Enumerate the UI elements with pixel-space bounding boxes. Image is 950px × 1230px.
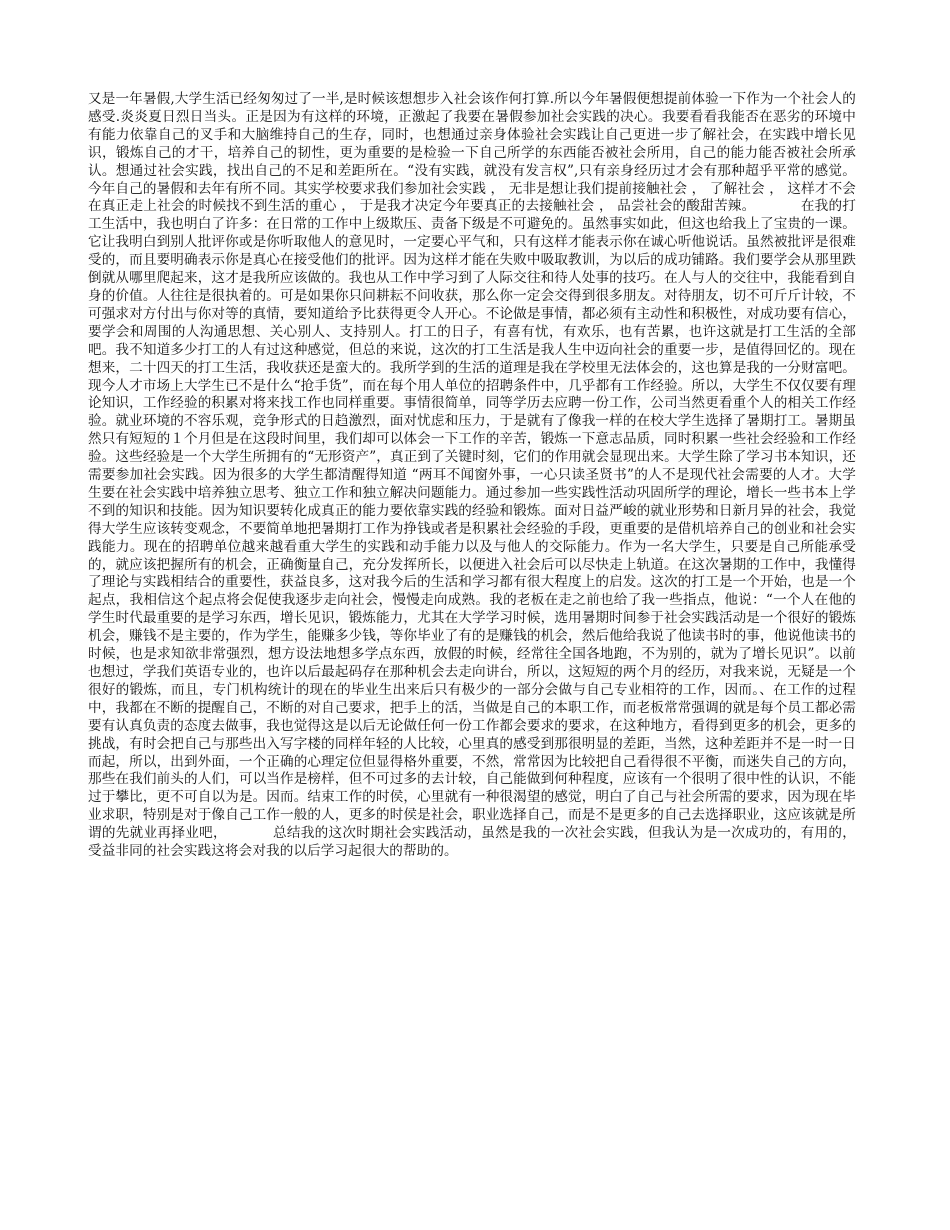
document-page: [88, 91, 856, 861]
essay-body-text: 又是一年暑假,大学生活已经匆匆过了一半,是时候该想想步入社会该作何打算.所以今年暑假便想提前体验一下作为一个社会人的感受.炎炎夏日烈日当头。正是因为有这样的环境，正激起了我要在暑假参加社会实践的决心。我要看看我能否在恶劣的环境中有能力依靠自己的叉手和大脑维持自己的生存，同时，也想通过亲身体验社会实践让自己更进一步了解社会，在实践中增长见识，锻炼自己的才干，培养自己的韧性，更为重要的是检验一下自己所学的东西能否被社会所用，自己的能力能否被社会所承认。想通过社会实践，找出自己的不足和差距所在。“没有实践，就没有发言权”,只有亲身经历过才会有那种超乎平常的感觉。今年自己的暑假和去年有所不同。其实学校要求我们参加社会实践 ， 无非是想让我们提前接触社会 ， 了解社会 ， 这样才不会在真正走上社会的时候找不到生活的重心 ， 于是我才决定今年要真正的去接触社会 ， 品尝社会的酸甜苦辣。 在我的打工生活中，我也明白了许多：在日常的工作中上级欺压、责备下级是不可避免的。虽然事实如此，但这也给我上了宝贵的一课。它让我明白到别人批评你或是你听取他人的意见时，一定要心平气和，只有这样才能表示你在诚心听他说话。虽然被批评是很难受的，而且要明确表示你是真心在接受他们的批评。因为这样才能在失败中吸取教训，为以后的成功铺路。我们要学会从那里跌倒就从哪里爬起来，这才是我所应该做的。我也从工作中学习到了人际交往和待人处事的技巧。在人与人的交往中，我能看到自身的价值。人往往是很执着的。可是如果你只问耕耘不问收获，那么你一定会交得到很多朋友。对待朋友，切不可斤斤计较，不可强求对方付出与你对等的真情，要知道给予比获得更令人开心。不论做是事情，都必须有主动性和积极性，对成功要有信心，要学会和周围的人沟通思想、关心别人、支持别人。打工的日子，有喜有忧，有欢乐，也有苦累，也许这就是打工生活的全部吧。我不知道多少打工的人有过这种感觉，但总的来说，这次的打工生活是我人生中迈向社会的重要一步，是值得回忆的。现在想来，二十四天的打工生活，我收获还是蛮大的。我所学到的生活的道理是我在学校里无法体会的，这也算是我的一分财富吧。现今人才市场上大学生已不是什么“抢手货”，而在每个用人单位的招聘条件中，几乎都有工作经验。所以，大学生不仅仅要有理论知识，工作经验的积累对将来找工作也同样重要。事情很简单，同等学历去应聘一份工作，公司当然更看重个人的相关工作经验。就业环境的不容乐观，竞争形式的日趋激烈，面对忧虑和压力，于是就有了像我一样的在校大学生选择了暑期打工。暑期虽然只有短短的１个月但是在这段时间里，我们却可以体会一下工作的辛苦，锻炼一下意志品质，同时积累一些社会经验和工作经验。这些经验是一个大学生所拥有的“无形资产”，真正到了关键时刻，它们的作用就会显现出来。大学生除了学习书本知识，还需要参加社会实践。因为很多的大学生都清醒得知道 “两耳不闻窗外事，一心只读圣贤书”的人不是现代社会需要的人才。大学生要在社会实践中培养独立思考、独立工作和独立解决问题能力。通过参加一些实践性活动巩固所学的理论，增长一些书本上学不到的知识和技能。因为知识要转化成真正的能力要依靠实践的经验和锻炼。面对日益严峻的就业形势和日新月异的社会，我觉得大学生应该转变观念，不要简单地把暑期打工作为挣钱或者是积累社会经验的手段，更重要的是借机培养自己的创业和社会实践能力。现在的招聘单位越来越看重大学生的实践和动手能力以及与他人的交际能力。作为一名大学生，只要是自己所能承受的，就应该把握所有的机会，正确衡量自己，充分发挥所长，以便进入社会后可以尽快走上轨道。在这次暑期的工作中，我懂得了理论与实践相结合的重要性，获益良多，这对我今后的生活和学习都有很大程度上的启发。这次的打工是一个开始，也是一个起点，我相信这个起点将会促使我逐步走向社会，慢慢走向成熟。我的老板在走之前也给了我一些指点，他说：“一个人在他的学生时代最重要的是学习东西，增长见识，锻炼能力，尤其在大学学习时候，选用暑期时间参于社会实践活动是一个很好的锻炼机会，赚钱不是主要的，作为学生，能赚多少钱，等你毕业了有的是赚钱的机会，然后他给我说了他读书时的事，他说他读书的时候，也是求知欲非常强烈，想方设法地想多学点东西，放假的时候，经常往全国各地跑，不为别的，就为了增长见识”。以前也想过，学我们英语专业的，也许以后最起码存在那种机会去走向讲台，所以，这短短的两个月的经历，对我来说，无疑是一个很好的锻炼，而且，专门机构统计的现在的毕业生出来后只有极少的一部分会做与自己专业相符的工作，因而。、在工作的过程中，我都在不断的提醒自己，不断的对自己要求，把手上的活，当做是自己的本职工作，而老板常常强调的就是每个员工都必需要有认真负责的态度去做事，我也觉得这是以后无论做任何一份工作都会要求的要求，在这种地方，看得到更多的机会，更多的挑战，有时会把自己与那些出入写字楼的同样年轻的人比较，心里真的感受到那很明显的差距，当然，这种差距并不是一时一日而起，所以，出到外面，一个正确的心理定位但显得格外重要，不然，常常因为比较把自己看得很不平衡，而迷失自己的方向，那些在我们前头的人们，可以当作是榜样，但不可过多的去计较，自己能做到何种程度，应该有一个很明了很中性的认识，不能过于攀比，更不可自以为是。因而。结束工作的时侯，心里就有一种很渴望的感觉，明白了自己与社会所需的要求，因为现在毕业求职，特别是对于像自己工作一般的人，更多的时侯是社会，职业选择自己，而是不是更多的自己去选择职业，这应该就是所谓的先就业再择业吧， 总结我的这次时期社会实践活动，虽然是我的一次社会实践，但我认为是一次成功的，有用的，受益非同的社会实践这将会对我的以后学习起很大的帮助的。: [88, 91, 856, 860]
